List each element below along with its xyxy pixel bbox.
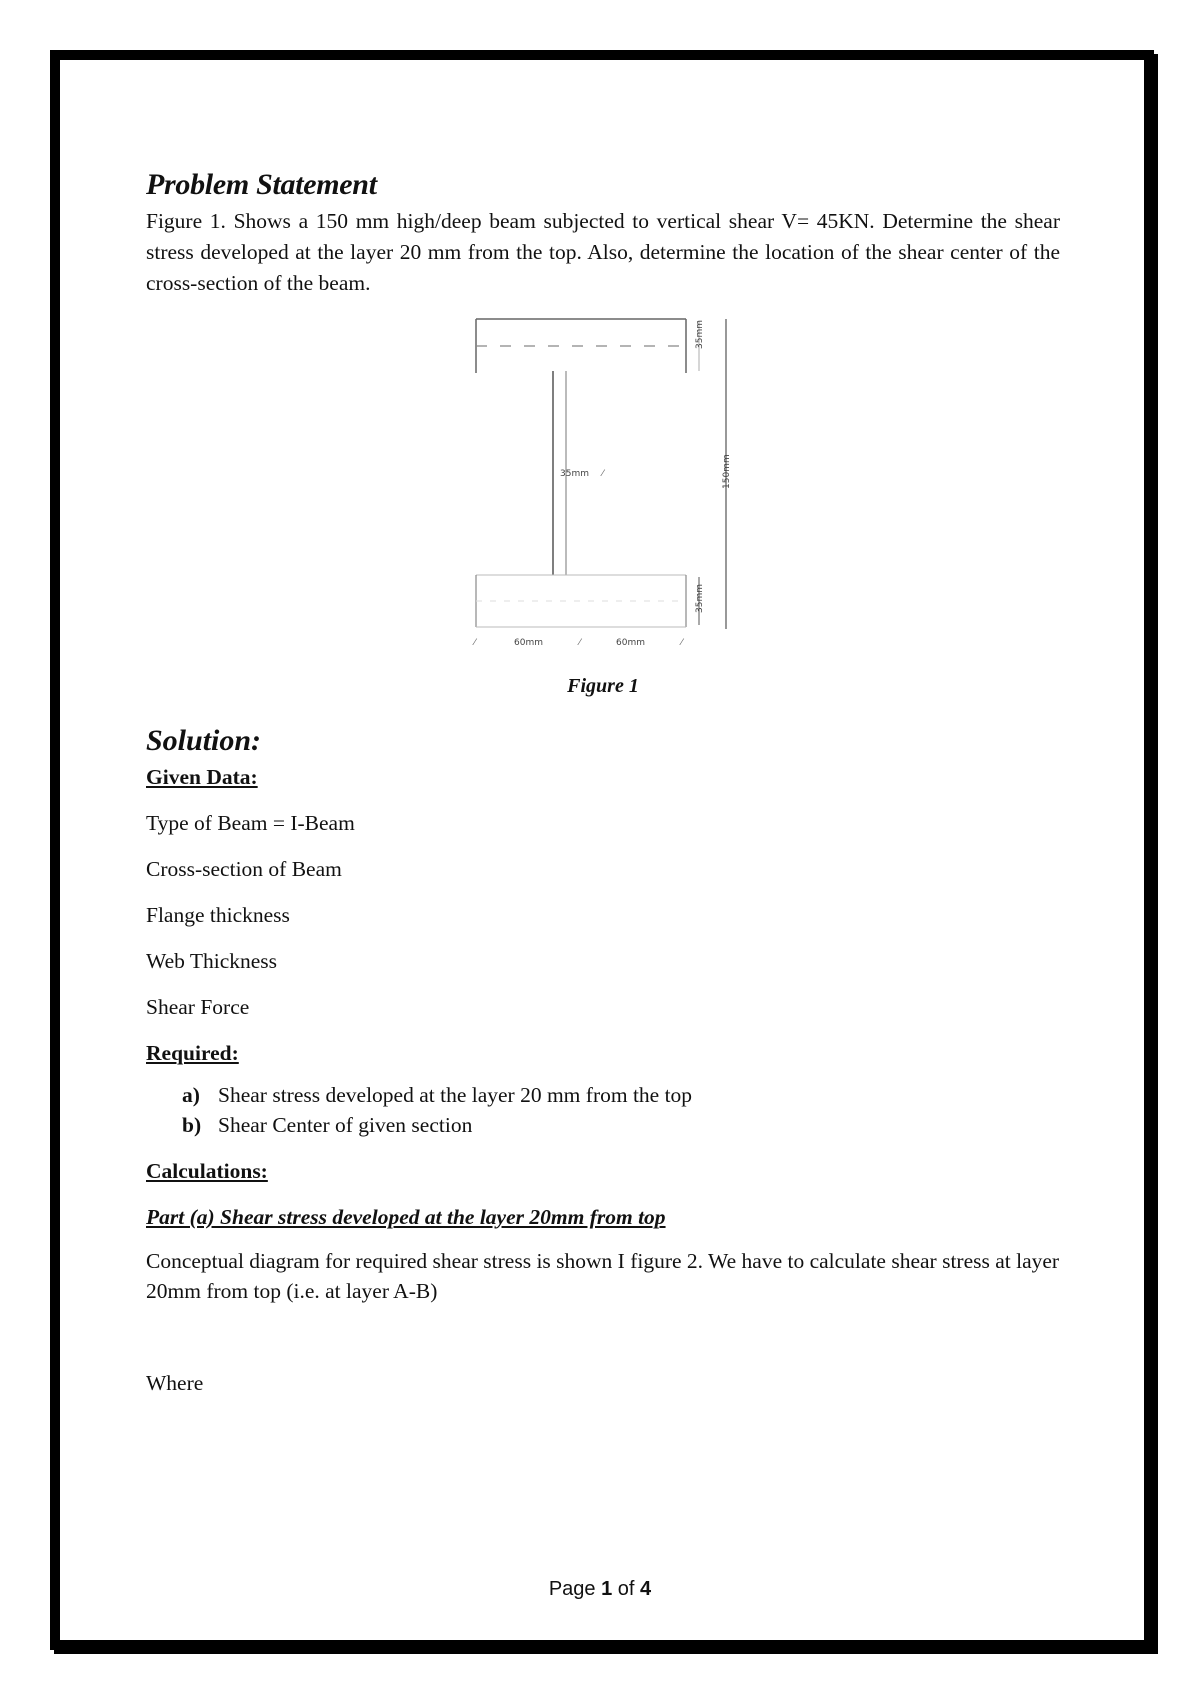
- problem-heading: Problem Statement: [146, 168, 377, 201]
- given-item-cross-section: Cross-section of Beam: [146, 857, 342, 881]
- dim-tick-left: ⁄: [474, 638, 476, 648]
- dim-web-tick: ⁄: [602, 469, 604, 479]
- dim-tick-right: ⁄: [681, 638, 683, 648]
- required-item-b: [182, 1110, 1060, 1140]
- given-item-flange: Flange thickness: [146, 903, 290, 927]
- required-item-b-label: b): [182, 1113, 202, 1137]
- calculations-heading: Calculations:: [146, 1159, 268, 1183]
- dim-tick-mid: ⁄: [579, 638, 581, 648]
- footer-page-total: 4: [640, 1578, 652, 1600]
- required-item-a-label: a): [182, 1083, 200, 1107]
- footer-page-number: 1: [601, 1578, 613, 1600]
- figure-caption: Figure 1: [567, 675, 639, 697]
- given-data-heading: Given Data:: [146, 765, 258, 789]
- required-item-a: [182, 1080, 1060, 1110]
- problem-text: Figure 1. Shows a 150 mm high/deep beam subjected to vertical shear V= 45KN. Determine the shear stress developed at the layer 20 mm from the top. Also, determine the location of the shear center of the cross-section of the beam.: [146, 209, 1060, 295]
- part-a-heading: Part (a) Shear stress developed at the layer 20mm from top: [146, 1205, 666, 1229]
- required-item-b-text: Shear Center of given section: [218, 1113, 473, 1137]
- dim-overall-label: 150mm: [722, 454, 732, 489]
- dim-right-width-label: 60mm: [616, 638, 645, 648]
- footer-of-word: of: [617, 1578, 635, 1600]
- dim-top-flange-label: 35mm: [695, 320, 705, 349]
- where-text: Where: [146, 1371, 204, 1395]
- document-body: [146, 168, 1060, 1398]
- solution-heading: Solution:: [146, 724, 262, 757]
- dim-bottom-flange-label: 35mm: [695, 584, 705, 613]
- i-beam-diagram: [466, 313, 766, 663]
- footer-page-word: Page: [548, 1578, 596, 1600]
- required-heading: Required:: [146, 1041, 239, 1065]
- required-item-a-text: Shear stress developed at the layer 20 mm from the top: [218, 1083, 693, 1107]
- given-item-web: Web Thickness: [146, 949, 278, 973]
- page-footer: [0, 1578, 1200, 1601]
- dim-web-label: 35mm: [560, 469, 589, 479]
- given-item-shear: Shear Force: [146, 995, 250, 1019]
- dim-left-width-label: 60mm: [514, 638, 543, 648]
- part-a-text: Conceptual diagram for required shear stress is shown I figure 2. We have to calculate shear stress at layer 20mm from top (i.e. at layer A-B): [146, 1249, 1060, 1303]
- figure-1: [146, 309, 1060, 669]
- given-item-type: Type of Beam = I-Beam: [146, 811, 355, 835]
- required-list: [146, 1080, 1060, 1140]
